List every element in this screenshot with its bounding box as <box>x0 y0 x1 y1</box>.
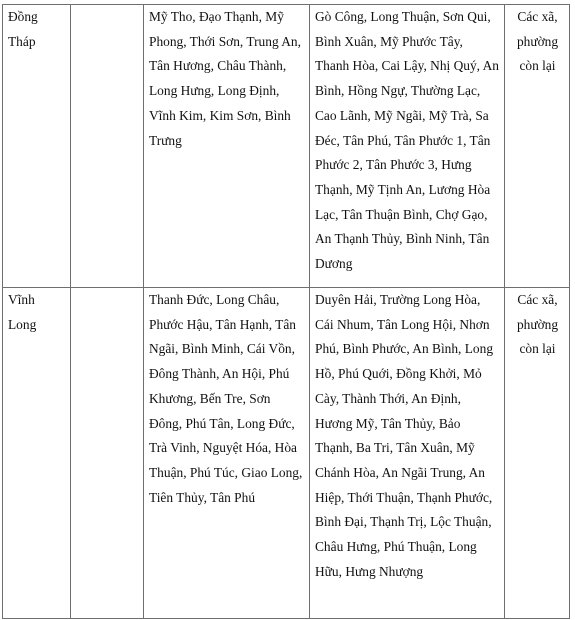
table-row-vinh-long <box>3 288 570 619</box>
group1-cell <box>144 288 310 619</box>
empty-cell <box>71 5 144 288</box>
remaining-units-text: Các xã, phường còn lại <box>516 292 559 357</box>
group1-units: Mỹ Tho, Đạo Thạnh, Mỹ Phong, Thới Sơn, Trung An, Tân Hương, Châu Thành, Long Hưng, Long Định, Vĩnh Kim, Kim Sơn, Bình Trưng <box>149 9 301 148</box>
group2-units: Gò Công, Long Thuận, Sơn Qui, Bình Xuân, Mỹ Phước Tây, Thanh Hòa, Cai Lậy, Nhị Quý, An Bình, Hồng Ngự, Thường Lạc, Cao Lãnh, Mỹ Ngãi, Mỹ Trà, Sa Đéc, Tân Phú, Tân Phước 1, Tân Phước 2, Tân Phước 3, Hưng Thạnh, Mỹ Tịnh An, Lương Hòa Lạc, Tân Thuận Bình, Chợ Gạo, An Thạnh Thủy, Bình Ninh, Tân Dương <box>315 9 499 272</box>
group1-cell <box>144 5 310 288</box>
province-name: Vĩnh Long <box>8 292 37 332</box>
group1-units: Thanh Đức, Long Châu, Phước Hậu, Tân Hạnh, Tân Ngãi, Bình Minh, Cái Vồn, Đông Thành, An Hội, Phú Khương, Bến Tre, Sơn Đông, Phú Tân, Long Đức, Trà Vinh, Nguyệt Hóa, Hòa Thuận, Phú Túc, Giao Long, Tiên Thủy, Tân Phú <box>149 292 303 505</box>
group2-cell <box>310 5 505 288</box>
administrative-units-table <box>2 4 570 619</box>
table-row-dong-thap <box>3 5 570 288</box>
province-cell <box>3 5 71 288</box>
province-cell <box>3 288 71 619</box>
remaining-units-text: Các xã, phường còn lại <box>516 9 559 74</box>
empty-cell <box>71 288 144 619</box>
remaining-units-cell <box>505 5 570 288</box>
group2-cell <box>310 288 505 619</box>
remaining-units-cell <box>505 288 570 619</box>
province-name: Đồng Tháp <box>8 9 38 49</box>
group2-units: Duyên Hải, Trường Long Hòa, Cái Nhum, Tân Long Hội, Nhơn Phú, Bình Phước, An Bình, Long Hồ, Phú Quới, Đồng Khởi, Mỏ Cày, Thành Thới, An Định, Hương Mỹ, Tân Thủy, Bảo Thạnh, Ba Tri, Tân Xuân, Mỹ Chánh Hòa, An Ngãi Trung, An Hiệp, Thới Thuận, Thạnh Phước, Bình Đại, Thạnh Trị, Lộc Thuận, Châu Hưng, Phú Thuận, Long Hữu, Hưng Nhượng <box>315 292 494 579</box>
